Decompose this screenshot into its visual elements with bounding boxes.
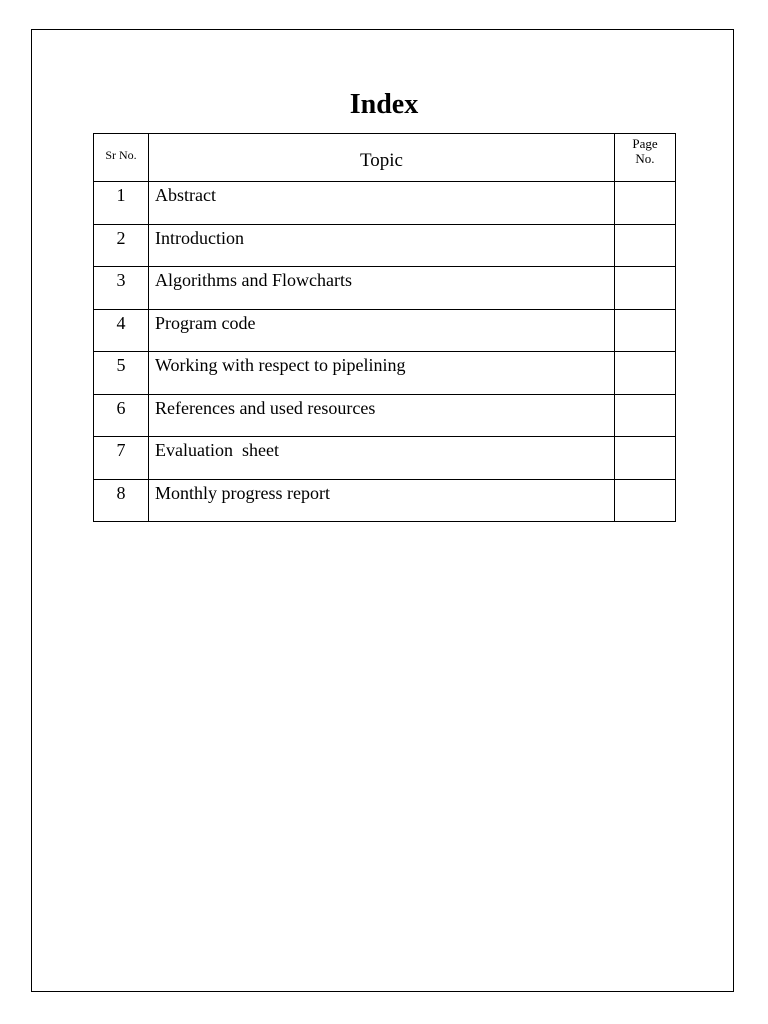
table-row: [94, 394, 676, 437]
header-page-no-line2: No.: [635, 151, 655, 166]
row-sr-no: 2: [94, 224, 149, 267]
row-page-no: [615, 394, 676, 437]
row-page-no: [615, 309, 676, 352]
row-sr-no: 1: [94, 182, 149, 225]
row-page-no: [615, 479, 676, 522]
table-row: [94, 309, 676, 352]
row-sr-no: 8: [94, 479, 149, 522]
page-title: Index: [349, 89, 419, 120]
table-row: [94, 267, 676, 310]
row-topic: Working with respect to pipelining: [149, 352, 615, 395]
header-sr-no: Sr No.: [94, 134, 149, 182]
table-row: [94, 437, 676, 480]
row-page-no: [615, 224, 676, 267]
row-sr-no: 5: [94, 352, 149, 395]
table-row: [94, 479, 676, 522]
row-sr-no: 3: [94, 267, 149, 310]
row-page-no: [615, 352, 676, 395]
row-page-no: [615, 182, 676, 225]
row-topic: Algorithms and Flowcharts: [149, 267, 615, 310]
table-header-row: [94, 134, 676, 182]
row-page-no: [615, 267, 676, 310]
row-topic: Introduction: [149, 224, 615, 267]
row-sr-no: 6: [94, 394, 149, 437]
row-topic: Evaluation sheet: [149, 437, 615, 480]
row-topic: Monthly progress report: [149, 479, 615, 522]
header-page-no-line1: Page: [632, 136, 658, 151]
index-table: [93, 133, 676, 522]
table-row: [94, 224, 676, 267]
row-topic: Program code: [149, 309, 615, 352]
row-topic: References and used resources: [149, 394, 615, 437]
row-topic: Abstract: [149, 182, 615, 225]
table-row: [94, 182, 676, 225]
row-page-no: [615, 437, 676, 480]
row-sr-no: 7: [94, 437, 149, 480]
row-sr-no: 4: [94, 309, 149, 352]
table-row: [94, 352, 676, 395]
header-topic: Topic: [149, 134, 615, 182]
header-page-no: [615, 134, 676, 182]
